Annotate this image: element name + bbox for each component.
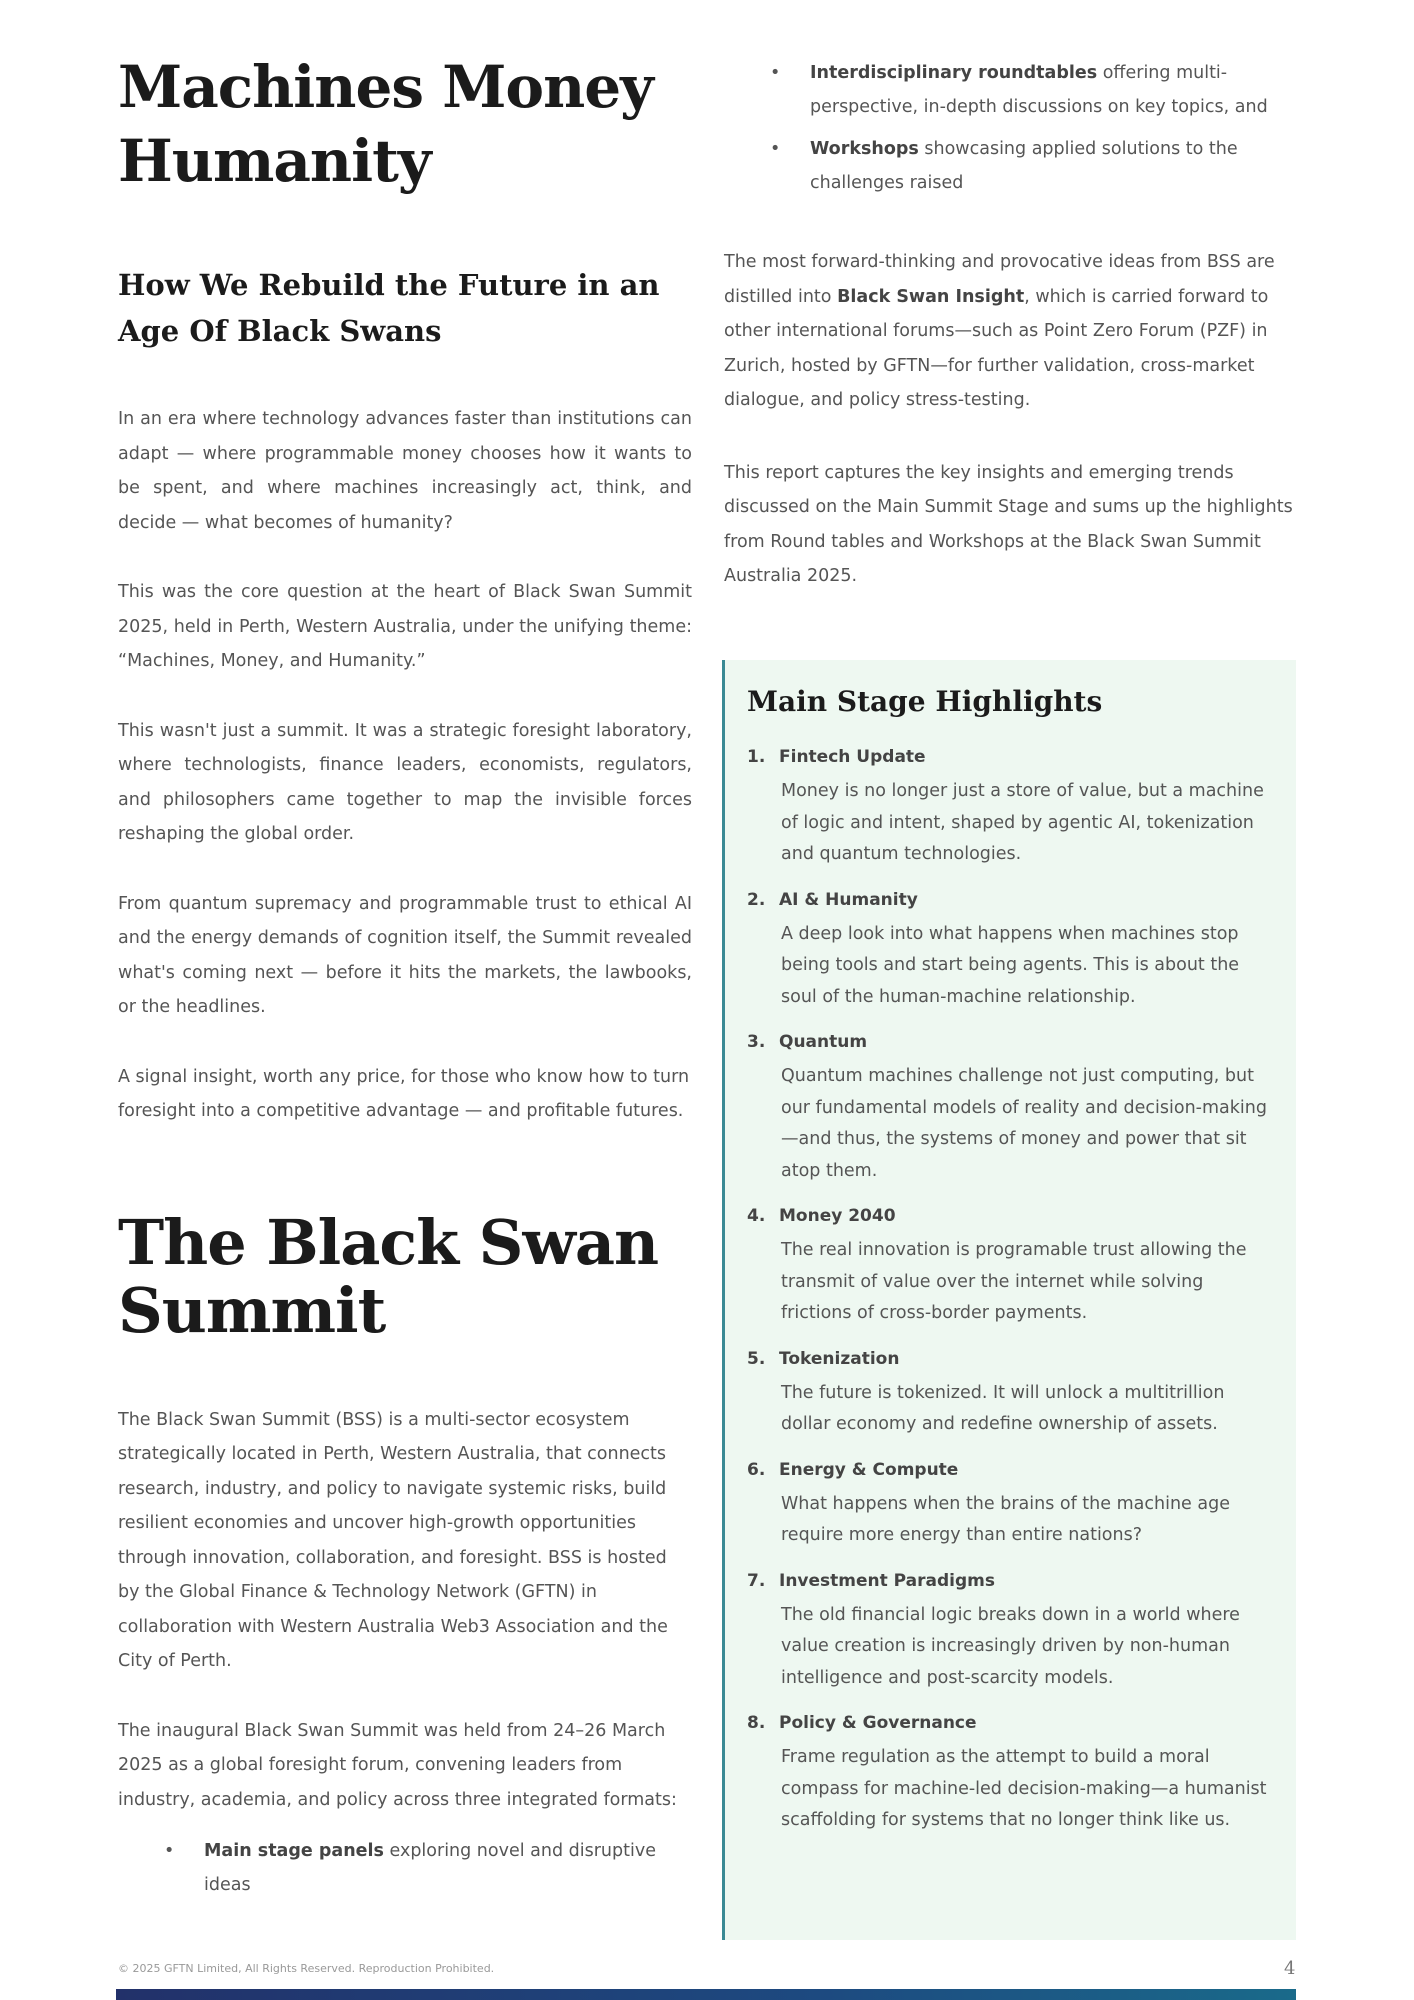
item-number: 3. [747, 1032, 766, 1052]
item-description: Quantum machines challenge not just computing, but our fundamental models of reality and decision-making—and thus, the systems of money and power that sit atop them. [781, 1066, 1267, 1181]
highlight-item [747, 1027, 1272, 1187]
intro-paragraph: In an era where technology advances faster than institutions can adapt — where programmable money chooses how it wants to be spent, and where machines increasingly act, think, and decide — what becomes of humanity? [118, 409, 692, 533]
item-heading: Energy & Compute [779, 1459, 959, 1480]
highlight-item [747, 1455, 1272, 1552]
format-list [164, 1834, 692, 1902]
item-description: Frame regulation as the attempt to build a moral compass for machine-led decision-making—a humanist scaffolding for systems that no longer think like us. [781, 1747, 1267, 1830]
item-heading: AI & Humanity [779, 889, 918, 910]
bullet-icon: • [164, 1841, 175, 1861]
intro-paragraph: A signal insight, worth any price, for those who know how to turn foresight into a competitive advantage — and profitable futures. [118, 1066, 690, 1121]
item-number: 8. [747, 1713, 766, 1733]
item-heading: Quantum [779, 1032, 868, 1052]
item-heading: Tokenization [779, 1348, 900, 1369]
item-number: 6. [747, 1459, 766, 1480]
highlights-panel [722, 660, 1296, 1940]
item-description: What happens when the brains of the machine age require more energy than entire nations? [781, 1493, 1230, 1545]
item-heading: Investment Paradigms [779, 1570, 996, 1591]
intro-paragraph: From quantum supremacy and programmable trust to ethical AI and the energy demands of cognition itself, the Summit revealed what's coming next — before it hits the markets, the lawbooks, or the headlines. [118, 893, 692, 1017]
copyright-notice: © 2025 GFTN Limited, All Rights Reserved. Reproduction Prohibited. [118, 1962, 495, 1975]
item-number: 4. [747, 1206, 766, 1226]
format-list-continued [770, 56, 1296, 200]
item-heading: Money 2040 [779, 1206, 896, 1226]
bullet-icon: • [770, 139, 781, 159]
list-item: • Main stage panels exploring novel and disruptive ideas [204, 1834, 692, 1902]
right-column [724, 50, 1296, 629]
report-paragraph: This report captures the key insights and emerging trends discussed on the Main Summit Stage and sums up the highlights from Round tables and Workshops at the Black Swan Summit Australia 2025. [724, 462, 1293, 586]
item-number: 5. [747, 1348, 766, 1369]
highlight-item [747, 742, 1272, 871]
subtitle: How We Rebuild the Future in an Age Of Black Swans [118, 268, 660, 348]
highlight-item [747, 1201, 1272, 1330]
highlight-item [747, 885, 1272, 1014]
bullet-icon: • [770, 63, 781, 83]
page-title: Machines Money Humanity [118, 53, 653, 195]
footer-bar [116, 1989, 1296, 2000]
item-number: 7. [747, 1570, 766, 1591]
item-number: 1. [747, 747, 766, 767]
item-description: The future is tokenized. It will unlock a multitrillion dollar economy and redefine ownership of assets. [781, 1382, 1225, 1434]
intro-section [118, 402, 692, 1129]
intro-paragraph: This was the core question at the heart of Black Swan Summit 2025, held in Perth, Western Australia, under the unifying theme: “Machines, Money, and Humanity.” [118, 582, 692, 671]
item-description: The real innovation is programable trust allowing the transmit of value over the internet while solving frictions of cross-border payments. [781, 1240, 1247, 1323]
left-column [118, 50, 692, 1902]
item-heading: Fintech Update [779, 747, 926, 767]
item-description: A deep look into what happens when machines stop being tools and start being agents. This is about the soul of the human-machine relationship. [781, 923, 1240, 1007]
section-title: The Black Swan Summit [118, 1205, 659, 1347]
item-heading: Policy & Governance [779, 1713, 977, 1733]
highlight-item [747, 1708, 1272, 1837]
summit-paragraph: The Black Swan Summit (BSS) is a multi-sector ecosystem strategically located in Perth, Western Australia, that connects research, industry, and policy to navigate systemic risks, build resilient economies and uncover high-growth opportunities through innovation, collaboration, and foresight. BSS is hosted by the Global Finance & Technology Network (GFTN) in collaboration with Western Australia Web3 Association and the City of Perth. [118, 1409, 668, 1671]
item-description: Money is no longer just a store of value, but a machine of logic and intent, shaped by agentic AI, tokenization and quantum technologies. [781, 781, 1264, 864]
item-description: The old financial logic breaks down in a world where value creation is increasingly driven by non-human intelligence and post-scarcity models. [781, 1604, 1240, 1688]
insight-paragraph: The most forward-thinking and provocative ideas from BSS are distilled into Black Swan Insight, which is carried forward to other international forums—such as Point Zero Forum (PZF) in Zurich, hosted by GFTN—for further validation, cross-market dialogue, and policy stress-testing. [724, 252, 1275, 410]
item-number: 2. [747, 889, 766, 910]
highlights-title: Main Stage Highlights [747, 685, 1103, 718]
highlight-item [747, 1566, 1272, 1695]
list-item: • Workshops showcasing applied solutions to the challenges raised [810, 132, 1296, 200]
summit-section [118, 1403, 692, 1903]
page-number: 4 [1284, 1958, 1296, 1979]
list-item: • Interdisciplinary roundtables offering multi-perspective, in-depth discussions on key topics, and [810, 56, 1296, 124]
highlight-item [747, 1344, 1272, 1441]
summit-paragraph: The inaugural Black Swan Summit was held from 24–26 March 2025 as a global foresight forum, convening leaders from industry, academia, and policy across three integrated formats: [118, 1720, 677, 1810]
intro-paragraph: This wasn't just a summit. It was a strategic foresight laboratory, where technologists, finance leaders, economists, regulators, and philosophers came together to map the invisible forces reshaping the global order. [118, 720, 692, 844]
